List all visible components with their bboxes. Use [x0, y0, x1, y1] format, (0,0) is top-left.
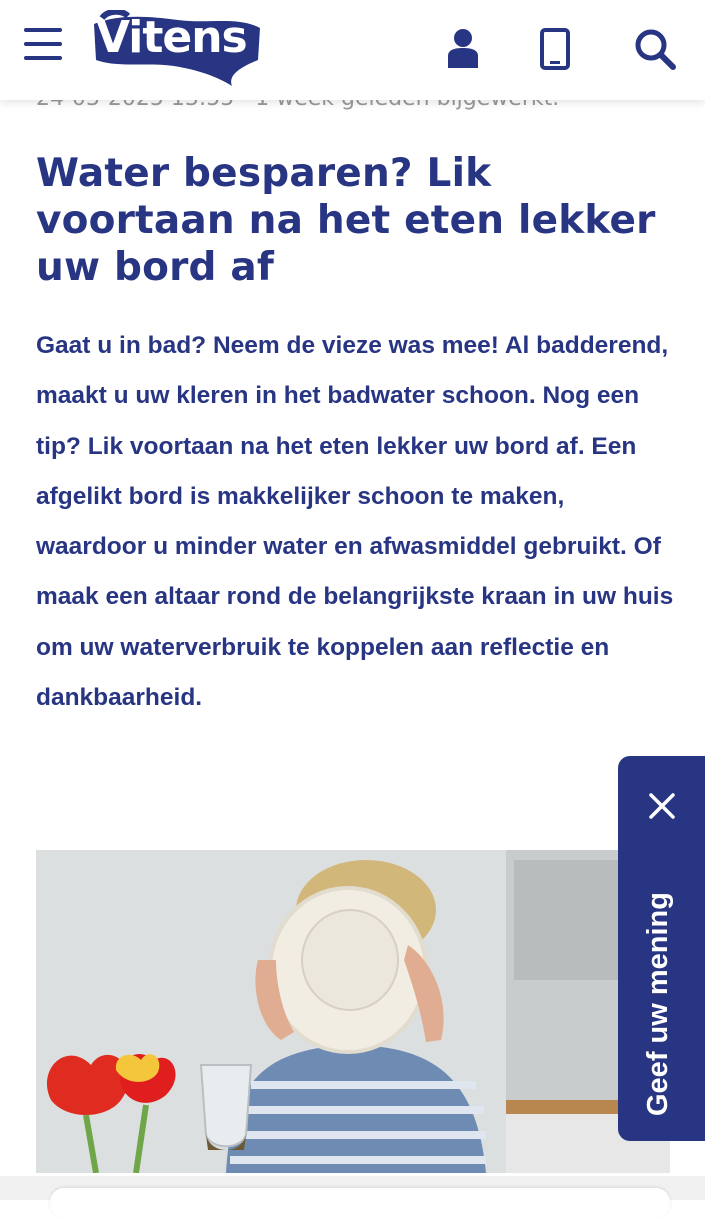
search-icon[interactable] — [634, 28, 676, 70]
site-header — [0, 0, 705, 100]
close-icon[interactable] — [648, 792, 676, 820]
browser-address-pill[interactable] — [50, 1188, 670, 1218]
menu-icon[interactable] — [24, 28, 62, 62]
article-content — [36, 150, 676, 748]
article-photo — [36, 850, 670, 1173]
phone-icon[interactable] — [540, 28, 570, 70]
article-title: Water besparen? Lik voortaan na het eten lekker uw bord af — [36, 151, 656, 290]
vitens-logo[interactable] — [88, 10, 268, 86]
feedback-tab[interactable] — [618, 756, 705, 1141]
feedback-label[interactable]: Geef uw mening — [642, 892, 674, 1116]
logo-text: Vitens — [96, 12, 247, 63]
account-icon[interactable] — [446, 28, 480, 68]
photo-illustration — [36, 850, 670, 1173]
article-intro: Gaat u in bad? Neem de vieze was mee! Al badderend, maakt u uw kleren in het badwater schoon. Nog een tip? Lik voortaan na het eten lekker uw bord af. Een afgelikt bord is makkelijker schoon te maken, waardoor u minder water en afwasmiddel gebruikt. Of maak een altaar rond de belangrijkste kraan in uw huis om uw waterverbruik te koppelen aan reflectie en dankbaarheid. — [36, 332, 674, 712]
